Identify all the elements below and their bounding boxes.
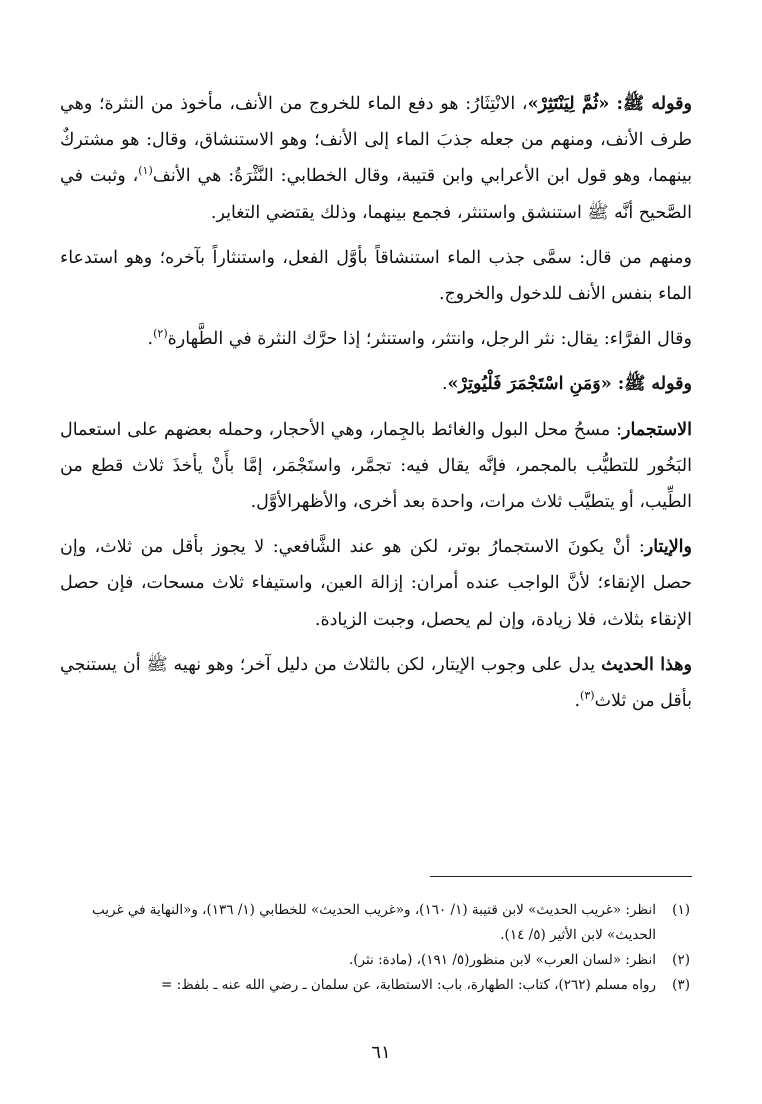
text-run: يدل على وجوب الإيتار، لكن بالثلاث من دليل آخر؛ وهو نهيه ﷺ أن يستنجي بأقل من ثلاث [60,654,692,712]
footnote [60,948,690,973]
page-number: ٦١ [371,1042,391,1063]
footnote [60,898,690,948]
paragraph [60,529,692,638]
paragraph [60,366,692,402]
text-run: ومنهم من قال: سمَّى جذب الماء استنشاقاً بأوَّل الفعل، واستنثاراً بآخره؛ وهو استدعاء الماء بنفس الأنف للدخول والخروج. [60,247,692,305]
text-run: . [441,374,448,395]
paragraph [60,412,692,521]
paragraph [60,321,692,357]
footnote [60,973,690,998]
text-run: وقال الفرَّاء: يقال: نثر الرجل، وانتثر، واستنثر؛ إذا حرَّك النثرة في الطَّهارة [167,329,692,350]
footnote-ref: (٢) [153,327,168,341]
footnote-text: انظر: «غريب الحديث» لابن قتيبة (١/ ١٦٠)، و«غريب الحديث» للخطابي (١/ ١٣٦)، و«النهاية في غريب الحديث» لابن الأثير (٥/ ١٤). [92,902,656,943]
bold-term: «وَمَنِ اسْتَجْمَرَ فَلْيُوتِرْ» [447,374,612,395]
footnote-number: (٢) [672,952,690,968]
text-run: : مسحُ محل البول والغائط بالجِمار، وهي الأحجار، وحمله بعضهم على استعمال البَخُور للتطيُّب بالمجمر، فإنَّه يقال فيه: تجمَّر، واستَجْمَر، إمَّا بأَنْ يأخذَ ثلاث قطع من الطِّيب، أو يتطيَّب ثلاث مرات، واحدة بعد أخرى، والأظهرالأوَّل. [60,419,692,513]
text-run: ، الانْتِثَارُ: هو دفع الماء للخروج من الأنف، مأخوذ من النثرة؛ وهي طرف الأنف، ومنهم من جعله جذبَ الماء إلى الأنف؛ وهو الاستنشاق، وقال: هو مشتركٌ بينهما، وهو قول ابن الأعرابي وابن قتيبة، وقال الخطابي: النَّثْرَةُ: هي الأنف [60,94,692,187]
bold-term: الاستجمار [622,419,692,440]
main-text [60,86,692,728]
footnotes [60,898,690,998]
bold-term: وقوله ﷺ: [611,374,692,395]
text-run: : أنْ يكونَ الاستجمارُ بوتر، لكن هو عند الشَّافعي: لا يجوز بأقل من ثلاث، وإن حصل الإنقاء؛ لأنَّ الواجب عنده أمران: إزالة العين، واستيفاء ثلاث مسحات، فإن حصل الإنقاء بثلاث، فلا زيادة، وإن لم يحصل، وجبت الزيادة. [60,537,692,630]
bold-term: والإيتار [644,537,692,558]
footnote-ref: (٣) [580,689,595,703]
paragraph [60,647,692,719]
footnote-number: (١) [672,902,690,918]
paragraph [60,240,692,312]
bold-term: وهذا الحديث [601,654,692,675]
footnote-text: رواه مسلم (٢٦٢)، كتاب: الطهارة، باب: الاستطابة، عن سلمان ـ رضي الله عنه ـ بلفظ: = [161,977,656,993]
bold-term: «ثُمَّ لِيَنْتَثِرْ» [527,94,610,114]
paragraph [60,86,692,231]
footnote-separator [430,876,692,877]
text-run: . [574,691,581,712]
footnote-ref: (١) [138,164,153,178]
footnote-text: انظر: «لسان العرب» لابن منظور(٥/ ١٩١)، (مادة: نثر). [348,952,656,968]
text-run: . [147,329,154,350]
text-run: ، وثبت في الصَّحيح أنَّه ﷺ استنشق واستنثر، فجمع بينهما، وذلك يقتضي التغاير. [60,166,692,223]
bold-term: وقوله ﷺ: [609,94,692,114]
footnote-number: (٣) [672,977,690,993]
